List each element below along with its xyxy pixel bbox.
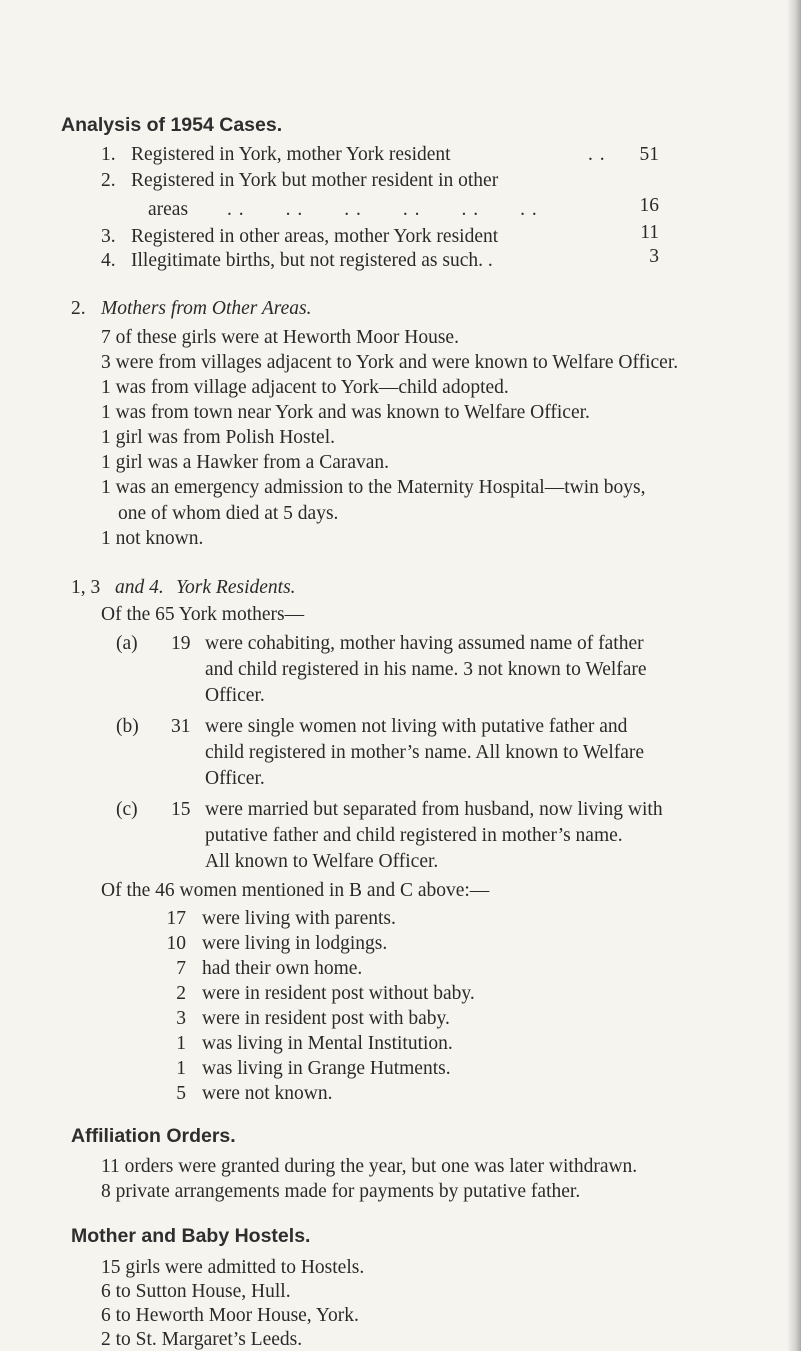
sub-item-count: 1 [176, 1033, 186, 1054]
sub-item-count: 1 [176, 1058, 186, 1079]
analysis-item-number: 2. [101, 170, 116, 191]
list-item: 2 to St. Margaret’s Leeds. [101, 1329, 303, 1350]
sub-item-text: were in resident post with baby. [202, 1008, 450, 1029]
sub-item-text: were living in lodgings. [202, 933, 388, 954]
item-text: putative father and child registered in mother’s name. [205, 825, 623, 846]
sub-item-text: was living in Mental Institution. [202, 1033, 453, 1054]
list-item: 3 were from villages adjacent to York and were known to Welfare Officer. [101, 352, 679, 373]
list-item: 11 orders were granted during the year, but one was later withdrawn. [101, 1156, 638, 1177]
item-text: Officer. [205, 768, 265, 789]
sub-item-count: 17 [166, 908, 186, 929]
page-edge-shadow [787, 0, 801, 1351]
affiliation-heading: Affiliation Orders. [71, 1125, 236, 1147]
analysis-item-value: 51 [639, 144, 659, 165]
list-item: 1 not known. [101, 528, 204, 549]
item-text: child registered in mother’s name. All known to Welfare [205, 742, 645, 763]
analysis-item-text: Illegitimate births, but not registered as such. . [131, 250, 493, 271]
item-letter: (b) [116, 716, 139, 737]
analysis-item-leader: . . [588, 144, 606, 165]
sub-item-count: 3 [176, 1008, 186, 1029]
item-count: 15 [171, 799, 191, 820]
list-item: 6 to Sutton House, Hull. [101, 1281, 291, 1302]
analysis-heading: Analysis of 1954 Cases. [61, 114, 283, 136]
section-number: 2. [71, 298, 86, 319]
analysis-item-value: 11 [640, 222, 659, 243]
section-title: Mothers from Other Areas. [101, 298, 312, 319]
item-text: were cohabiting, mother having assumed name of father [205, 633, 644, 654]
sub-item-text: were not known. [202, 1083, 333, 1104]
item-letter: (c) [116, 799, 138, 820]
sub-item-count: 10 [166, 933, 186, 954]
item-text: Officer. [205, 685, 265, 706]
sub-intro: Of the 46 women mentioned in B and C above:— [101, 880, 490, 901]
list-item: 1 girl was from Polish Hostel. [101, 427, 335, 448]
hostels-heading: Mother and Baby Hostels. [71, 1225, 311, 1247]
item-text: were single women not living with putative father and [205, 716, 628, 737]
sub-item-text: had their own home. [202, 958, 363, 979]
section-title: York Residents. [176, 577, 296, 598]
item-count: 31 [171, 716, 191, 737]
item-text: All known to Welfare Officer. [205, 851, 439, 872]
list-item: 6 to Heworth Moor House, York. [101, 1305, 359, 1326]
sub-item-count: 2 [176, 983, 186, 1004]
analysis-item-text: Registered in other areas, mother York resident [131, 226, 499, 247]
analysis-item-leader: . . . . . . . . . . . . [227, 199, 538, 220]
analysis-item-number: 3. [101, 226, 116, 247]
sub-item-text: was living in Grange Hutments. [202, 1058, 451, 1079]
list-item: 7 of these girls were at Heworth Moor House. [101, 327, 459, 348]
analysis-item-value: 16 [639, 195, 659, 216]
list-item: 1 girl was a Hawker from a Caravan. [101, 452, 390, 473]
item-letter: (a) [116, 633, 138, 654]
analysis-item-text-continued: areas [148, 199, 189, 220]
analysis-item-number: 4. [101, 250, 116, 271]
list-item: 1 was from village adjacent to York—child adopted. [101, 377, 509, 398]
sub-item-count: 5 [176, 1083, 186, 1104]
section-intro: Of the 65 York mothers— [101, 604, 305, 625]
analysis-item-text: Registered in York but mother resident in other [131, 170, 499, 191]
sub-item-count: 7 [176, 958, 186, 979]
analysis-item-number: 1. [101, 144, 116, 165]
list-item: 1 was an emergency admission to the Maternity Hospital—twin boys, [101, 477, 646, 498]
item-text: and child registered in his name. 3 not known to Welfare [205, 659, 647, 680]
item-text: were married but separated from husband, now living with [205, 799, 663, 820]
section-number: 1, 3 [71, 577, 101, 598]
analysis-item-value: 3 [649, 246, 659, 267]
list-item-continued: one of whom died at 5 days. [118, 503, 339, 524]
sub-item-text: were living with parents. [202, 908, 396, 929]
section-and-text: and 4. [115, 577, 164, 598]
list-item: 15 girls were admitted to Hostels. [101, 1257, 365, 1278]
item-count: 19 [171, 633, 191, 654]
sub-item-text: were in resident post without baby. [202, 983, 475, 1004]
list-item: 8 private arrangements made for payments by putative father. [101, 1181, 581, 1202]
list-item: 1 was from town near York and was known to Welfare Officer. [101, 402, 590, 423]
analysis-item-text: Registered in York, mother York resident [131, 144, 451, 165]
